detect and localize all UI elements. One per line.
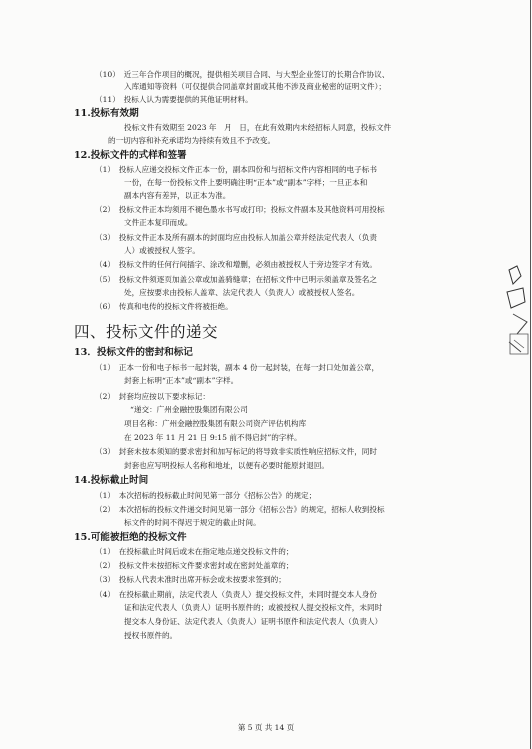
text-line: （3） 投标文件正本及所有副本的封面均应由投标人加盖公章并经法定代表人（负责 (95, 233, 377, 242)
text-line: 在 2023 年 11 月 21 日 9:15 前不得启封”的字样。 (124, 433, 302, 442)
section-heading: 13．投标文件的密封和标记 (74, 347, 193, 358)
section-heading: 12.投标文件的式样和签署 (74, 150, 187, 161)
text-line: “递交：广州金融控股集团有限公司 (130, 405, 248, 414)
text-line: （3） 封套未按本须知的要求密封和加写标记的将导致非实质性响应招标文件，同时 (95, 447, 377, 456)
page-edge-line (530, 0, 531, 749)
text-line: 提交本人身份证、法定代表人（负责人）证明书原件和法定代表人（负责人） (124, 617, 383, 626)
text-line: 人）或被授权人签字。 (124, 246, 200, 255)
text-line: 封套也应写明投标人名称和地址，以便有必要时能原封退回。 (124, 461, 330, 470)
text-line: （2） 投标文件正本均须用不褪色墨水书写或打印；投标文件副本及其他资料可用投标 (95, 205, 385, 214)
section-heading: 11.投标有效期 (74, 108, 139, 119)
text-line: 标文件的时间不得迟于规定的截止时间。 (124, 518, 261, 527)
text-line: （10） 近三年合作项目的概况，提供相关项目合同、与大型企业签订的长期合作协议、 (95, 70, 390, 79)
text-line: 副本内容有差异，以正本为准。 (124, 191, 231, 200)
text-line: 证和法定代表人（负责人）证明书原件的；或被授权人提交投标文件，未同时 (124, 603, 383, 612)
text-line: 授权书原件的。 (124, 631, 178, 640)
section-heading: 14.投标截止时间 (74, 475, 149, 486)
text-line: 封套上标明“正本”或“副本”字样。 (124, 376, 239, 385)
text-line: （1） 投标人应递交投标文件正本一份，副本四份和与招标文件内容相同的电子标书 (95, 165, 377, 174)
text-line: 入库通知等资料（可仅提供合同盖章封面或其他不涉及商业秘密的证明文件）； (124, 82, 386, 91)
text-line: 一份，在每一份投标文件上要明确注明“正本”或“副本”字样；一旦正本和 (124, 178, 368, 187)
text-line: （1） 本次招标的投标截止时间见第一部分《招标公告》的规定； (95, 491, 317, 500)
text-line: （5） 投标文件须逐页加盖公章或加盖骑缝章；在招标文件中已明示须盖章及签名之 (95, 275, 377, 284)
text-line: 处，应按要求由投标人盖章、法定代表人（负责人）或被授权人签名。 (124, 288, 360, 297)
text-line: （11） 投标人认为需要提供的其他证明材料。 (95, 95, 253, 104)
text-line: （2） 封套均应按以下要求标记： (95, 392, 210, 401)
seal-stamp-fragment (508, 330, 530, 358)
page-footer: 第 5 页 共 14 页 (237, 723, 295, 732)
text-line: 的一切内容和补充承诺均为持续有效且不予改变。 (108, 136, 276, 145)
text-line: （4） 在投标截止期前，法定代表人（负责人）提交投标文件，未同时提交本人身份 (95, 590, 377, 599)
text-line: （3） 投标人代表未准时出席开标会或未按要求签到的； (95, 575, 286, 584)
text-line: 文件正本复印而成。 (124, 218, 193, 227)
text-line: 项目名称：广州金融控股集团有限公司资产评估机构库 (124, 419, 307, 428)
text-line: 投标文件有效期至 2023 年 月 日，在此有效期内未经招标人同意，投标文件 (124, 123, 392, 132)
section-heading: 15.可能被拒绝的投标文件 (74, 532, 187, 543)
text-line: （1） 正本一份和电子标书一起封装，副本 4 份一起封装，在每一封口处加盖公章， (95, 363, 380, 372)
text-line: （2） 本次招标的投标文件递交时间见第一部分《招标公告》的规定，招标人收到投标 (95, 505, 385, 514)
chapter-heading: 四、投标文件的递交 (74, 323, 219, 341)
text-line: （6） 传真和电传的投标文件将被拒绝。 (95, 302, 233, 311)
text-line: （1） 在投标截止时间后或未在指定地点递交投标文件的； (95, 547, 294, 556)
text-line: （2） 投标文件未按招标文件要求密封或在密封处盖章的； (95, 561, 294, 570)
text-line: （4） 投标文件的任何行间插字、涂改和增删，必须由被授权人于旁边签字才有效。 (95, 260, 377, 269)
